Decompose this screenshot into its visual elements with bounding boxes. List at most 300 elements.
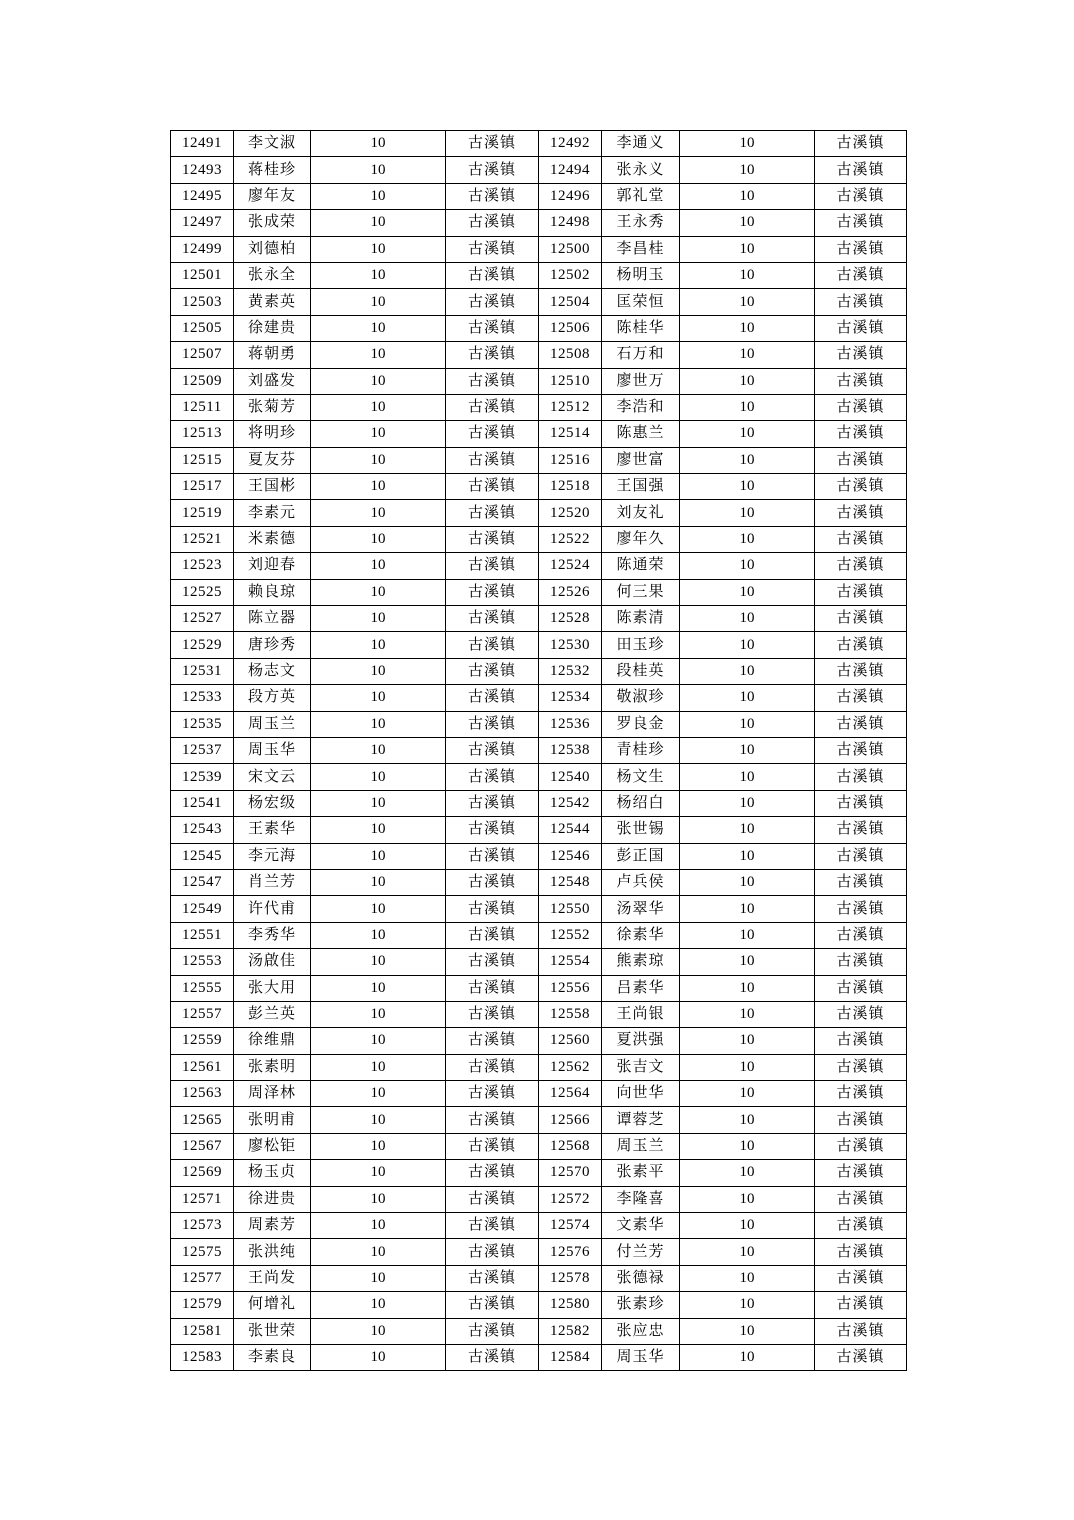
right-amount-cell: 10	[680, 896, 815, 922]
right-name-cell: 廖世万	[602, 368, 680, 394]
left-name-cell: 李素元	[234, 500, 311, 526]
left-id-cell: 12541	[171, 790, 234, 816]
right-id-cell: 12550	[539, 896, 602, 922]
left-town-cell: 古溪镇	[446, 262, 539, 288]
right-amount-cell: 10	[680, 790, 815, 816]
left-town-cell: 古溪镇	[446, 553, 539, 579]
right-town-cell: 古溪镇	[815, 843, 907, 869]
left-name-cell: 夏友芬	[234, 447, 311, 473]
right-amount-cell: 10	[680, 1239, 815, 1265]
right-town-cell: 古溪镇	[815, 975, 907, 1001]
left-name-cell: 黄素英	[234, 289, 311, 315]
left-id-cell: 12547	[171, 869, 234, 895]
left-amount-cell: 10	[311, 1001, 446, 1027]
left-id-cell: 12513	[171, 421, 234, 447]
right-amount-cell: 10	[680, 922, 815, 948]
right-amount-cell: 10	[680, 1160, 815, 1186]
left-id-cell: 12557	[171, 1001, 234, 1027]
right-name-cell: 徐素华	[602, 922, 680, 948]
right-id-cell: 12574	[539, 1213, 602, 1239]
right-id-cell: 12560	[539, 1028, 602, 1054]
right-name-cell: 陈通荣	[602, 553, 680, 579]
right-town-cell: 古溪镇	[815, 500, 907, 526]
table-row	[171, 342, 907, 368]
left-name-cell: 张明甫	[234, 1107, 311, 1133]
left-name-cell: 杨玉贞	[234, 1160, 311, 1186]
right-town-cell: 古溪镇	[815, 157, 907, 183]
left-town-cell: 古溪镇	[446, 896, 539, 922]
right-amount-cell: 10	[680, 1081, 815, 1107]
right-amount-cell: 10	[680, 658, 815, 684]
left-amount-cell: 10	[311, 1186, 446, 1212]
right-amount-cell: 10	[680, 210, 815, 236]
left-id-cell: 12571	[171, 1186, 234, 1212]
right-id-cell: 12536	[539, 711, 602, 737]
right-town-cell: 古溪镇	[815, 394, 907, 420]
left-amount-cell: 10	[311, 1318, 446, 1344]
table-row	[171, 1107, 907, 1133]
left-amount-cell: 10	[311, 421, 446, 447]
right-id-cell: 12558	[539, 1001, 602, 1027]
left-name-cell: 蒋朝勇	[234, 342, 311, 368]
roster-table-body	[171, 131, 907, 1371]
table-row	[171, 658, 907, 684]
right-name-cell: 罗良金	[602, 711, 680, 737]
left-id-cell: 12545	[171, 843, 234, 869]
right-amount-cell: 10	[680, 949, 815, 975]
left-amount-cell: 10	[311, 843, 446, 869]
left-amount-cell: 10	[311, 210, 446, 236]
left-name-cell: 周玉兰	[234, 711, 311, 737]
left-name-cell: 刘盛发	[234, 368, 311, 394]
right-amount-cell: 10	[680, 764, 815, 790]
left-id-cell: 12569	[171, 1160, 234, 1186]
right-town-cell: 古溪镇	[815, 1133, 907, 1159]
table-row	[171, 421, 907, 447]
left-name-cell: 廖松钜	[234, 1133, 311, 1159]
left-amount-cell: 10	[311, 764, 446, 790]
right-name-cell: 张应忠	[602, 1318, 680, 1344]
right-name-cell: 李通义	[602, 131, 680, 157]
right-amount-cell: 10	[680, 1054, 815, 1080]
right-amount-cell: 10	[680, 1028, 815, 1054]
right-name-cell: 王永秀	[602, 210, 680, 236]
left-town-cell: 古溪镇	[446, 737, 539, 763]
right-town-cell: 古溪镇	[815, 421, 907, 447]
left-amount-cell: 10	[311, 1265, 446, 1291]
right-town-cell: 古溪镇	[815, 632, 907, 658]
right-name-cell: 周玉兰	[602, 1133, 680, 1159]
right-amount-cell: 10	[680, 289, 815, 315]
left-amount-cell: 10	[311, 368, 446, 394]
left-id-cell: 12567	[171, 1133, 234, 1159]
right-amount-cell: 10	[680, 579, 815, 605]
right-id-cell: 12584	[539, 1344, 602, 1370]
left-name-cell: 段方英	[234, 685, 311, 711]
right-id-cell: 12518	[539, 474, 602, 500]
left-town-cell: 古溪镇	[446, 1318, 539, 1344]
left-id-cell: 12509	[171, 368, 234, 394]
left-town-cell: 古溪镇	[446, 447, 539, 473]
right-amount-cell: 10	[680, 368, 815, 394]
left-id-cell: 12521	[171, 526, 234, 552]
right-id-cell: 12542	[539, 790, 602, 816]
left-name-cell: 李素良	[234, 1344, 311, 1370]
left-name-cell: 刘德柏	[234, 236, 311, 262]
right-name-cell: 杨文生	[602, 764, 680, 790]
right-town-cell: 古溪镇	[815, 949, 907, 975]
right-town-cell: 古溪镇	[815, 606, 907, 632]
left-amount-cell: 10	[311, 1344, 446, 1370]
left-amount-cell: 10	[311, 922, 446, 948]
table-row	[171, 1001, 907, 1027]
table-row	[171, 606, 907, 632]
left-town-cell: 古溪镇	[446, 526, 539, 552]
left-id-cell: 12539	[171, 764, 234, 790]
right-name-cell: 李浩和	[602, 394, 680, 420]
table-row	[171, 790, 907, 816]
right-amount-cell: 10	[680, 157, 815, 183]
right-name-cell: 彭正国	[602, 843, 680, 869]
left-town-cell: 古溪镇	[446, 658, 539, 684]
left-amount-cell: 10	[311, 1292, 446, 1318]
left-name-cell: 杨志文	[234, 658, 311, 684]
left-amount-cell: 10	[311, 1054, 446, 1080]
left-name-cell: 李元海	[234, 843, 311, 869]
left-name-cell: 徐进贵	[234, 1186, 311, 1212]
right-town-cell: 古溪镇	[815, 1054, 907, 1080]
left-name-cell: 陈立器	[234, 606, 311, 632]
left-amount-cell: 10	[311, 949, 446, 975]
left-amount-cell: 10	[311, 262, 446, 288]
right-town-cell: 古溪镇	[815, 737, 907, 763]
table-row	[171, 1133, 907, 1159]
right-amount-cell: 10	[680, 1344, 815, 1370]
right-name-cell: 匡荣恒	[602, 289, 680, 315]
right-name-cell: 张吉文	[602, 1054, 680, 1080]
right-name-cell: 张永义	[602, 157, 680, 183]
left-amount-cell: 10	[311, 289, 446, 315]
table-row	[171, 526, 907, 552]
left-id-cell: 12493	[171, 157, 234, 183]
right-name-cell: 王尚银	[602, 1001, 680, 1027]
right-id-cell: 12552	[539, 922, 602, 948]
right-town-cell: 古溪镇	[815, 236, 907, 262]
right-amount-cell: 10	[680, 737, 815, 763]
right-town-cell: 古溪镇	[815, 183, 907, 209]
left-id-cell: 12573	[171, 1213, 234, 1239]
right-id-cell: 12494	[539, 157, 602, 183]
right-name-cell: 郭礼堂	[602, 183, 680, 209]
right-town-cell: 古溪镇	[815, 289, 907, 315]
table-row	[171, 1028, 907, 1054]
left-id-cell: 12563	[171, 1081, 234, 1107]
left-id-cell: 12535	[171, 711, 234, 737]
left-id-cell: 12533	[171, 685, 234, 711]
left-id-cell: 12553	[171, 949, 234, 975]
left-town-cell: 古溪镇	[446, 1001, 539, 1027]
right-town-cell: 古溪镇	[815, 1160, 907, 1186]
table-row	[171, 922, 907, 948]
left-name-cell: 张世荣	[234, 1318, 311, 1344]
left-town-cell: 古溪镇	[446, 210, 539, 236]
right-name-cell: 陈桂华	[602, 315, 680, 341]
right-name-cell: 张素珍	[602, 1292, 680, 1318]
left-town-cell: 古溪镇	[446, 790, 539, 816]
right-id-cell: 12562	[539, 1054, 602, 1080]
right-name-cell: 田玉珍	[602, 632, 680, 658]
left-town-cell: 古溪镇	[446, 1292, 539, 1318]
roster-table	[170, 130, 907, 1371]
left-name-cell: 周素芳	[234, 1213, 311, 1239]
left-amount-cell: 10	[311, 975, 446, 1001]
left-amount-cell: 10	[311, 342, 446, 368]
right-id-cell: 12564	[539, 1081, 602, 1107]
right-town-cell: 古溪镇	[815, 1213, 907, 1239]
right-id-cell: 12532	[539, 658, 602, 684]
left-amount-cell: 10	[311, 1213, 446, 1239]
right-name-cell: 杨明玉	[602, 262, 680, 288]
left-id-cell: 12507	[171, 342, 234, 368]
left-id-cell: 12543	[171, 817, 234, 843]
right-id-cell: 12510	[539, 368, 602, 394]
left-town-cell: 古溪镇	[446, 1186, 539, 1212]
left-name-cell: 李文淑	[234, 131, 311, 157]
left-id-cell: 12519	[171, 500, 234, 526]
left-id-cell: 12491	[171, 131, 234, 157]
right-amount-cell: 10	[680, 606, 815, 632]
right-id-cell: 12500	[539, 236, 602, 262]
right-id-cell: 12530	[539, 632, 602, 658]
left-name-cell: 何增礼	[234, 1292, 311, 1318]
right-town-cell: 古溪镇	[815, 210, 907, 236]
right-amount-cell: 10	[680, 447, 815, 473]
left-town-cell: 古溪镇	[446, 817, 539, 843]
right-name-cell: 廖年久	[602, 526, 680, 552]
left-town-cell: 古溪镇	[446, 922, 539, 948]
right-id-cell: 12506	[539, 315, 602, 341]
left-town-cell: 古溪镇	[446, 975, 539, 1001]
left-id-cell: 12575	[171, 1239, 234, 1265]
right-name-cell: 王国强	[602, 474, 680, 500]
left-town-cell: 古溪镇	[446, 764, 539, 790]
table-row	[171, 474, 907, 500]
left-amount-cell: 10	[311, 474, 446, 500]
left-id-cell: 12555	[171, 975, 234, 1001]
right-name-cell: 卢兵侯	[602, 869, 680, 895]
left-name-cell: 周玉华	[234, 737, 311, 763]
right-id-cell: 12572	[539, 1186, 602, 1212]
left-town-cell: 古溪镇	[446, 421, 539, 447]
left-amount-cell: 10	[311, 1081, 446, 1107]
left-town-cell: 古溪镇	[446, 1160, 539, 1186]
left-amount-cell: 10	[311, 526, 446, 552]
left-amount-cell: 10	[311, 236, 446, 262]
right-id-cell: 12546	[539, 843, 602, 869]
left-name-cell: 米素德	[234, 526, 311, 552]
left-amount-cell: 10	[311, 685, 446, 711]
right-amount-cell: 10	[680, 869, 815, 895]
table-row	[171, 1292, 907, 1318]
right-amount-cell: 10	[680, 421, 815, 447]
left-id-cell: 12529	[171, 632, 234, 658]
left-id-cell: 12551	[171, 922, 234, 948]
right-name-cell: 李昌桂	[602, 236, 680, 262]
table-row	[171, 1239, 907, 1265]
left-town-cell: 古溪镇	[446, 685, 539, 711]
right-town-cell: 古溪镇	[815, 685, 907, 711]
right-town-cell: 古溪镇	[815, 869, 907, 895]
left-town-cell: 古溪镇	[446, 579, 539, 605]
left-amount-cell: 10	[311, 394, 446, 420]
table-row	[171, 1186, 907, 1212]
left-amount-cell: 10	[311, 447, 446, 473]
left-id-cell: 12537	[171, 737, 234, 763]
table-row	[171, 737, 907, 763]
right-amount-cell: 10	[680, 1001, 815, 1027]
right-name-cell: 吕素华	[602, 975, 680, 1001]
right-id-cell: 12580	[539, 1292, 602, 1318]
left-name-cell: 宋文云	[234, 764, 311, 790]
left-id-cell: 12503	[171, 289, 234, 315]
right-name-cell: 向世华	[602, 1081, 680, 1107]
left-name-cell: 徐维鼎	[234, 1028, 311, 1054]
left-town-cell: 古溪镇	[446, 289, 539, 315]
table-row	[171, 315, 907, 341]
left-id-cell: 12511	[171, 394, 234, 420]
right-name-cell: 青桂珍	[602, 737, 680, 763]
left-amount-cell: 10	[311, 315, 446, 341]
left-name-cell: 唐珍秀	[234, 632, 311, 658]
left-id-cell: 12583	[171, 1344, 234, 1370]
right-id-cell: 12538	[539, 737, 602, 763]
right-amount-cell: 10	[680, 685, 815, 711]
right-name-cell: 夏洪强	[602, 1028, 680, 1054]
right-name-cell: 陈惠兰	[602, 421, 680, 447]
left-town-cell: 古溪镇	[446, 1081, 539, 1107]
left-amount-cell: 10	[311, 553, 446, 579]
right-id-cell: 12512	[539, 394, 602, 420]
right-town-cell: 古溪镇	[815, 764, 907, 790]
right-id-cell: 12540	[539, 764, 602, 790]
left-name-cell: 廖年友	[234, 183, 311, 209]
right-name-cell: 段桂英	[602, 658, 680, 684]
left-name-cell: 王素华	[234, 817, 311, 843]
left-town-cell: 古溪镇	[446, 869, 539, 895]
left-amount-cell: 10	[311, 896, 446, 922]
right-id-cell: 12520	[539, 500, 602, 526]
right-name-cell: 廖世富	[602, 447, 680, 473]
left-town-cell: 古溪镇	[446, 1213, 539, 1239]
table-row	[171, 1344, 907, 1370]
right-town-cell: 古溪镇	[815, 1001, 907, 1027]
table-row	[171, 949, 907, 975]
right-id-cell: 12568	[539, 1133, 602, 1159]
table-row	[171, 843, 907, 869]
right-id-cell: 12492	[539, 131, 602, 157]
right-town-cell: 古溪镇	[815, 262, 907, 288]
right-name-cell: 刘友礼	[602, 500, 680, 526]
left-town-cell: 古溪镇	[446, 1107, 539, 1133]
right-id-cell: 12578	[539, 1265, 602, 1291]
left-town-cell: 古溪镇	[446, 606, 539, 632]
left-name-cell: 徐建贵	[234, 315, 311, 341]
right-id-cell: 12502	[539, 262, 602, 288]
table-row	[171, 131, 907, 157]
left-name-cell: 王尚发	[234, 1265, 311, 1291]
right-amount-cell: 10	[680, 1318, 815, 1344]
left-name-cell: 汤啟佳	[234, 949, 311, 975]
left-id-cell: 12561	[171, 1054, 234, 1080]
left-name-cell: 刘迎春	[234, 553, 311, 579]
left-town-cell: 古溪镇	[446, 1028, 539, 1054]
left-town-cell: 古溪镇	[446, 843, 539, 869]
left-town-cell: 古溪镇	[446, 342, 539, 368]
right-amount-cell: 10	[680, 843, 815, 869]
left-amount-cell: 10	[311, 500, 446, 526]
right-amount-cell: 10	[680, 1186, 815, 1212]
right-name-cell: 何三果	[602, 579, 680, 605]
left-id-cell: 12515	[171, 447, 234, 473]
right-amount-cell: 10	[680, 1292, 815, 1318]
right-name-cell: 谭蓉芝	[602, 1107, 680, 1133]
table-row	[171, 975, 907, 1001]
table-row	[171, 1265, 907, 1291]
right-name-cell: 敬淑珍	[602, 685, 680, 711]
right-id-cell: 12508	[539, 342, 602, 368]
right-town-cell: 古溪镇	[815, 342, 907, 368]
right-name-cell: 付兰芳	[602, 1239, 680, 1265]
left-amount-cell: 10	[311, 658, 446, 684]
left-amount-cell: 10	[311, 131, 446, 157]
left-town-cell: 古溪镇	[446, 236, 539, 262]
right-amount-cell: 10	[680, 500, 815, 526]
left-id-cell: 12523	[171, 553, 234, 579]
right-amount-cell: 10	[680, 131, 815, 157]
table-row	[171, 1318, 907, 1344]
left-amount-cell: 10	[311, 790, 446, 816]
left-id-cell: 12495	[171, 183, 234, 209]
table-row	[171, 1054, 907, 1080]
right-name-cell: 文素华	[602, 1213, 680, 1239]
right-amount-cell: 10	[680, 1213, 815, 1239]
table-row	[171, 183, 907, 209]
right-name-cell: 周玉华	[602, 1344, 680, 1370]
left-town-cell: 古溪镇	[446, 1344, 539, 1370]
table-row	[171, 817, 907, 843]
left-amount-cell: 10	[311, 579, 446, 605]
right-town-cell: 古溪镇	[815, 1318, 907, 1344]
left-amount-cell: 10	[311, 1028, 446, 1054]
right-id-cell: 12504	[539, 289, 602, 315]
right-amount-cell: 10	[680, 342, 815, 368]
right-amount-cell: 10	[680, 1107, 815, 1133]
left-name-cell: 张洪纯	[234, 1239, 311, 1265]
right-name-cell: 熊素琼	[602, 949, 680, 975]
right-town-cell: 古溪镇	[815, 711, 907, 737]
right-town-cell: 古溪镇	[815, 579, 907, 605]
left-name-cell: 张成荣	[234, 210, 311, 236]
left-id-cell: 12517	[171, 474, 234, 500]
left-id-cell: 12527	[171, 606, 234, 632]
left-town-cell: 古溪镇	[446, 1133, 539, 1159]
left-name-cell: 蒋桂珍	[234, 157, 311, 183]
right-town-cell: 古溪镇	[815, 817, 907, 843]
left-amount-cell: 10	[311, 737, 446, 763]
right-town-cell: 古溪镇	[815, 1081, 907, 1107]
table-row	[171, 711, 907, 737]
left-id-cell: 12549	[171, 896, 234, 922]
